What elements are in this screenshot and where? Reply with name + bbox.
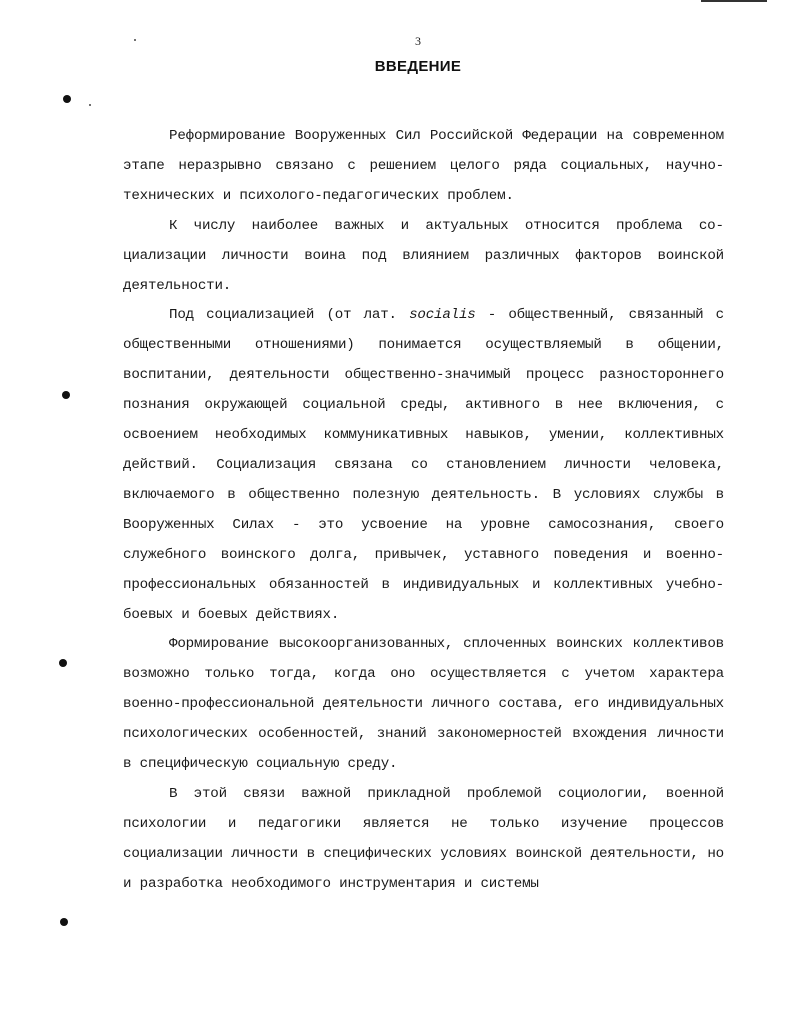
- paragraph-text: - общественный, связанный с общественными отношениями) понимается осуществляемый в общении, воспитании, деятельности общественно-значимый процесс разностороннего познания окружающей социальной среды, активного в нее включения, с освоением необходимых коммуникативных навыков, умении, коллективных действий. Социализация связана со становлением личности человека, включаемого в общественно полезную деятельность. В условиях службы в Вооруженных Силах - это усвоение на уровне самосознания, своего служебного воинского долга, привычек, уставного поведения и военно-профессиональных обязанностей в индивидуальных и коллективных учебно-боевых и боевых действиях.: [123, 307, 724, 623]
- page-heading: ВВЕДЕНИЕ: [374, 58, 462, 75]
- binding-hole-mark: [60, 918, 68, 926]
- paragraph: [123, 301, 724, 630]
- document-body: [123, 122, 724, 900]
- paragraph: Формирование высокоорганизованных, сплоченных воинских коллективов возможно только тогда, когда оно осуществляется с учетом характера военно-профессиональной деятельности личного состава, его индивидуальных психологических особенностей, знаний закономерностей вхождения личности в специфическую социальную среду.: [123, 636, 724, 773]
- paragraph-text: Под социализацией (от лат.: [169, 307, 410, 324]
- binding-hole-mark: [62, 391, 70, 399]
- paragraph: К числу наиболее важных и актуальных относится проблема социализации личности воина под влиянием различных факторов воинской деятельности.: [123, 217, 724, 294]
- scan-top-rule: [701, 0, 767, 2]
- paragraph: В этой связи важной прикладной проблемой социологии, военной психологии и педагогики является не только изучение процессов социализации личности в специфических условиях воинской деятельности, но и разработка необходимого инструментария и системы: [123, 785, 724, 892]
- page-number: 3: [415, 34, 421, 48]
- scan-speck: [89, 104, 91, 106]
- binding-hole-mark: [59, 659, 67, 667]
- paragraph: Реформирование Вооруженных Сил Российской Федерации на современном этапе неразрывно связано с решением целого ряда социальных, научно-технических и психолого-педагогических проблем.: [123, 128, 724, 204]
- binding-hole-mark: [63, 95, 71, 103]
- latin-term: socialis: [409, 307, 476, 324]
- scan-speck: [134, 39, 136, 41]
